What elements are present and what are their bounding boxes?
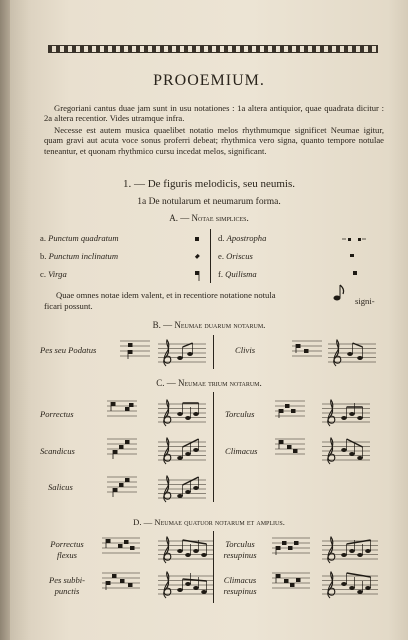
intro-paragraph-2: Necesse est autem musica quaelibet notatio melos rhythmumque significet Neumae igitur, quam gravi aut acuta voce sonus proferri debeat; rhythmica vero signa, quanto tempore notulae teneantur, et quonam rhythmico cursu incedat melos, significant. bbox=[44, 125, 384, 156]
simple-note-c: c. Virga bbox=[40, 269, 67, 279]
simple-note-e: e. Oriscus bbox=[218, 251, 253, 261]
book-page bbox=[10, 0, 408, 640]
pes-subbipunctis-label: Pes subbi- punctis bbox=[48, 575, 86, 596]
pes-subbipunctis-square-staff bbox=[102, 570, 140, 592]
eighth-note-icon bbox=[332, 284, 346, 302]
salicus-modern-staff bbox=[158, 474, 206, 504]
scandicus-label: Scandicus bbox=[40, 446, 75, 456]
salicus-square-staff bbox=[107, 474, 137, 496]
section-heading: 1. — De figuris melodicis, seu neumis. bbox=[122, 178, 295, 190]
ornamental-border bbox=[48, 45, 378, 53]
group-d-heading: D. — Neumae quatuor notarum et amplius. bbox=[133, 517, 285, 527]
simple-note-f: f. Quilisma bbox=[218, 269, 257, 279]
climacus-resupinus-modern-staff bbox=[322, 570, 378, 600]
pes-subbipunctis-modern-staff bbox=[158, 570, 214, 600]
torculus-label: Torculus bbox=[225, 409, 255, 419]
climacus-square-staff bbox=[275, 436, 305, 458]
torculus-resupinus-square-staff bbox=[272, 535, 310, 557]
climacus-resupinus-square-staff bbox=[272, 570, 310, 592]
group-a-heading: A. — Notae simplices. bbox=[169, 213, 249, 223]
equivalence-text: Quae omnes notae idem valent, et in recentiore notatione notula bbox=[56, 290, 276, 300]
scandicus-modern-staff bbox=[158, 436, 206, 466]
torculus-modern-staff bbox=[322, 398, 370, 428]
porrectus-flexus-square-staff bbox=[102, 535, 140, 557]
subsection-heading: 1a De notularum et neumarum forma. bbox=[137, 197, 281, 207]
equivalence-text-2: ficari possunt. bbox=[44, 301, 93, 311]
simple-notes-table bbox=[40, 229, 380, 283]
porrectus-flexus-label: Porrectus flexus bbox=[50, 539, 84, 560]
torculus-square-staff bbox=[275, 398, 305, 420]
podatus-square-staff bbox=[120, 338, 150, 360]
porrectus-flexus-modern-staff bbox=[158, 535, 214, 565]
simple-neume-signs bbox=[40, 229, 380, 283]
climacus-label: Climacus bbox=[225, 446, 258, 456]
clivis-square-staff bbox=[292, 338, 322, 360]
scandicus-square-staff bbox=[107, 436, 137, 458]
intro-paragraph-1: Gregoriani cantus duae jam sunt in usu notationes : 1a altera antiquior, quae quadrata dicitur : 2a altera recentior. Vides utramque infra. bbox=[44, 103, 384, 124]
clivis-label: Clivis bbox=[235, 345, 256, 355]
climacus-modern-staff bbox=[322, 436, 370, 466]
torculus-resupinus-modern-staff bbox=[322, 535, 378, 565]
group-c-heading: C. — Neumae trium notarum. bbox=[156, 378, 262, 388]
book-gutter bbox=[0, 0, 10, 640]
clivis-modern-staff bbox=[328, 338, 376, 368]
torculus-resupinus-label: Torculus resupinus bbox=[223, 539, 257, 560]
podatus-modern-staff bbox=[158, 338, 206, 368]
salicus-label: Salicus bbox=[48, 482, 73, 492]
simple-note-d: d. Apostropha bbox=[218, 233, 267, 243]
simple-note-a: a. Punctum quadratum bbox=[40, 233, 119, 243]
porrectus-label: Porrectus bbox=[40, 409, 74, 419]
simple-note-b: b. Punctum inclinatum bbox=[40, 251, 119, 261]
equivalence-text-end: signi- bbox=[355, 296, 375, 306]
podatus-label: Pes seu Podatus bbox=[40, 345, 97, 355]
group-b-heading: B. — Neumae duarum notarum. bbox=[152, 320, 266, 330]
page-title: PROOEMIUM. bbox=[153, 72, 265, 89]
climacus-resupinus-label: Climacus resupinus bbox=[223, 575, 257, 596]
porrectus-square-staff bbox=[107, 398, 137, 420]
porrectus-modern-staff bbox=[158, 398, 206, 428]
